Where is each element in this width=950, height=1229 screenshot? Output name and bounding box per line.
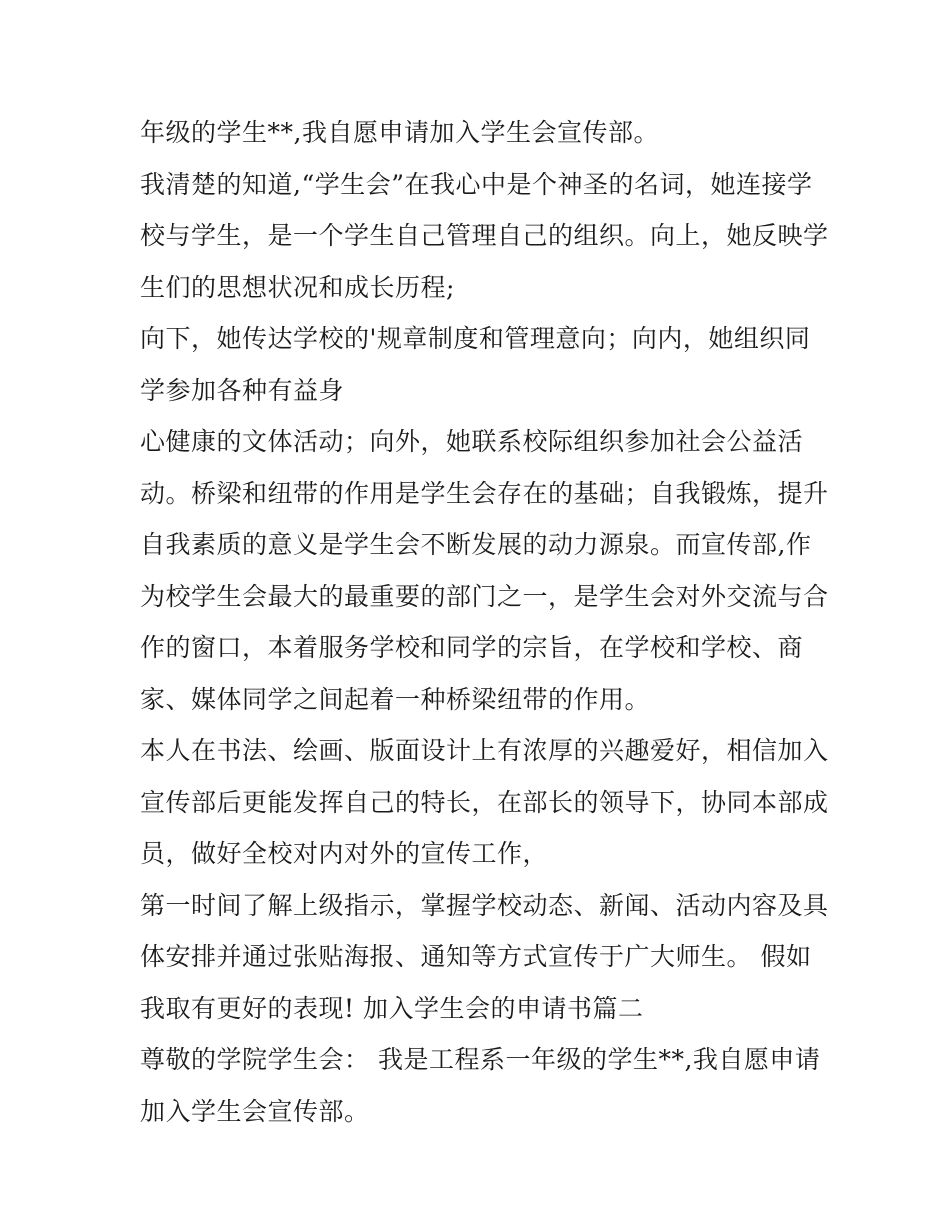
text-line: 宣传部后更能发挥自己的特长，在部长的领导下，协同本部成 xyxy=(140,787,829,817)
text-line: 校与学生，是一个学生自己管理自己的组织。向上，她反映学 xyxy=(140,221,829,250)
text-line: 学参加各种有益身 xyxy=(140,375,345,405)
text-line: 第一时间了解上级指示，掌握学校动态、新闻、活动内容及具 xyxy=(140,890,829,920)
text-line: 我取有更好的表现! 加入学生会的申请书篇二 xyxy=(140,993,644,1023)
text-line: 作的窗口，本着服务学校和同学的宗旨，在学校和学校、商 xyxy=(140,633,804,662)
text-line: 本人在书法、绘画、版面设计上有浓厚的兴趣爱好，相信加入 xyxy=(140,736,829,765)
document-body xyxy=(140,107,830,1137)
text-line: 动。桥梁和纽带的作用是学生会存在的基础；自我锻炼，提升 xyxy=(140,478,829,508)
text-line: 加入学生会宣传部。 xyxy=(140,1096,370,1126)
text-line: 心健康的文体活动；向外，她联系校际组织参加社会公益活 xyxy=(140,427,804,456)
text-line: 体安排并通过张贴海报、通知等方式宣传于广大师生。 假如 xyxy=(140,942,812,971)
text-line: 我清楚的知道,“学生会”在我心中是个神圣的名词，她连接学 xyxy=(140,169,813,199)
text-line: 生们的思想状况和成长历程; xyxy=(140,272,455,302)
text-line: 尊敬的学院学生会： 我是工程系一年级的学生**,我自愿申请 xyxy=(140,1045,821,1074)
text-line: 向下，她传达学校的'规章制度和管理意向；向内，她组织同 xyxy=(140,324,811,353)
text-line: 自我素质的意义是学生会不断发展的动力源泉。而宣传部,作 xyxy=(140,530,812,559)
text-line: 员，做好全校对内对外的宣传工作， xyxy=(140,839,549,868)
text-line: 为校学生会最大的最重要的部门之一，是学生会对外交流与合 xyxy=(140,581,829,611)
text-line: 年级的学生**,我自愿申请加入学生会宣传部。 xyxy=(140,118,659,147)
text-line: 家、媒体同学之间起着一种桥梁纽带的作用。 xyxy=(140,684,651,714)
